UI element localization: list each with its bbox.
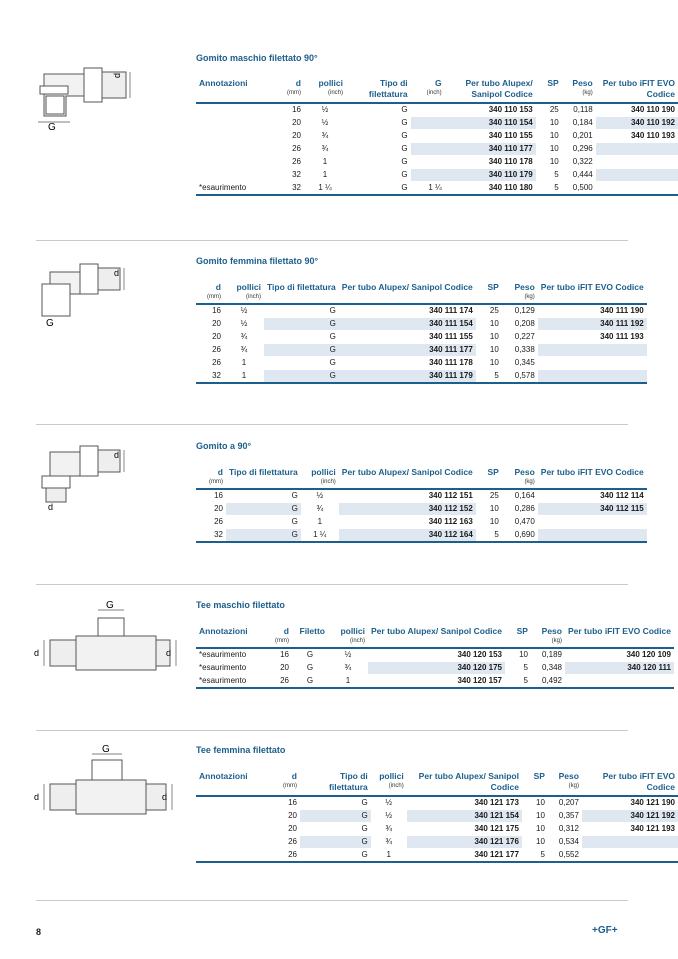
drawing-label-d: d — [112, 72, 122, 78]
table-cell: 1 ¼ — [304, 182, 346, 196]
table-row — [196, 836, 678, 849]
table-row — [196, 796, 678, 810]
table-cell — [196, 823, 268, 836]
table-row — [196, 529, 647, 543]
elbow-female-drawing — [30, 256, 140, 332]
table-cell — [582, 836, 678, 849]
table-cell: 5 — [476, 370, 502, 384]
table-cell: 10 — [536, 117, 562, 130]
column-header: Peso (kg) — [541, 626, 562, 644]
drawing-label-d: d — [114, 268, 120, 278]
table-row — [196, 675, 674, 689]
table-cell: G — [300, 796, 371, 810]
divider — [36, 730, 628, 731]
table-cell: 340 121 190 — [582, 796, 678, 810]
table-cell: G — [226, 489, 301, 503]
table-row — [196, 143, 678, 156]
table-cell: G — [300, 836, 371, 849]
table-cell: 10 — [536, 143, 562, 156]
table-cell: 340 111 192 — [538, 318, 647, 331]
table-cell: G — [300, 823, 371, 836]
table-cell: 340 112 114 — [538, 489, 647, 503]
column-header: Filetto — [299, 626, 325, 636]
table-cell: 340 111 155 — [339, 331, 476, 344]
column-header: Tipo di filettatura — [368, 78, 408, 99]
column-header: Peso (kg) — [514, 282, 535, 300]
table-row — [196, 662, 674, 675]
product-table — [196, 467, 647, 543]
table-row — [196, 489, 647, 503]
column-header: Tipo di filettatura — [329, 771, 368, 792]
table-cell: 26 — [274, 143, 304, 156]
drawing-label-g: G — [102, 744, 110, 755]
table-cell: ¾ — [301, 503, 339, 516]
table-cell: 20 — [196, 503, 226, 516]
table-cell: 0,534 — [548, 836, 582, 849]
table-cell: ½ — [371, 810, 407, 823]
table-cell: 25 — [476, 489, 502, 503]
table-cell: 1 — [224, 357, 264, 370]
column-header: Per tubo Alupex/ Sanipol Codice — [341, 467, 473, 477]
table-row — [196, 103, 678, 117]
table-cell: G — [292, 648, 328, 662]
column-header: Per tubo Alupex/ Sanipol Codice — [418, 771, 519, 792]
table-cell: 340 121 175 — [407, 823, 522, 836]
table-cell: 1 — [224, 370, 264, 384]
table-cell: ¾ — [304, 130, 346, 143]
table-cell: 25 — [476, 304, 502, 318]
table-cell: 0,348 — [531, 662, 565, 675]
table-cell: 340 111 179 — [339, 370, 476, 384]
column-header: Per tubo iFIT EVO Codice — [602, 771, 675, 792]
table-cell: G — [346, 156, 411, 169]
table-cell: 340 121 173 — [407, 796, 522, 810]
table-cell: *esaurimento — [196, 648, 268, 662]
table-cell: 32 — [196, 529, 226, 543]
drawing-label-g: G — [106, 600, 114, 611]
column-header: Peso (kg) — [572, 78, 593, 96]
drawing-label-d: d — [34, 792, 40, 802]
table-cell — [411, 103, 445, 117]
table-cell: 340 120 175 — [368, 662, 505, 675]
table-cell: 32 — [196, 370, 224, 384]
table-cell: *esaurimento — [196, 182, 274, 196]
table-cell: ½ — [224, 304, 264, 318]
table-cell: 340 110 190 — [596, 103, 678, 117]
table-cell: 340 112 115 — [538, 503, 647, 516]
table-cell: 20 — [274, 117, 304, 130]
table-cell: 340 120 153 — [368, 648, 505, 662]
table-cell: 0,338 — [502, 344, 538, 357]
table-cell: G — [346, 182, 411, 196]
page-number: 8 — [36, 927, 42, 937]
table-cell: 0,345 — [502, 357, 538, 370]
table-cell: 1 ¼ — [411, 182, 445, 196]
tee-male-drawing — [30, 600, 180, 680]
table-cell: 32 — [274, 169, 304, 182]
column-header: Tipo di filettatura — [229, 467, 298, 477]
table-cell: 32 — [274, 182, 304, 196]
table-cell: ½ — [301, 489, 339, 503]
column-header: pollici (inch) — [318, 78, 343, 96]
table-cell: 5 — [505, 662, 531, 675]
product-table — [196, 771, 678, 863]
table-cell — [596, 143, 678, 156]
table-cell: 340 121 192 — [582, 810, 678, 823]
table-cell: 340 112 163 — [339, 516, 476, 529]
table-row — [196, 370, 647, 384]
table-cell — [196, 156, 274, 169]
table-cell: G — [346, 103, 411, 117]
column-header: Per tubo iFIT EVO Codice — [567, 626, 671, 636]
section-title: Tee femmina filettato — [196, 745, 286, 755]
table-cell: 0,201 — [562, 130, 596, 143]
column-header: Annotazioni — [199, 771, 248, 781]
table-cell: 340 110 192 — [596, 117, 678, 130]
table-cell: ½ — [328, 648, 368, 662]
table-row — [196, 503, 647, 516]
table-cell: 0,118 — [562, 103, 596, 117]
column-header: Annotazioni — [199, 78, 248, 88]
divider — [36, 900, 628, 901]
table-cell: ¾ — [224, 331, 264, 344]
table-cell: 20 — [268, 810, 300, 823]
table-cell: 16 — [196, 304, 224, 318]
table-cell: G — [292, 662, 328, 675]
table-cell: 1 — [304, 156, 346, 169]
table-cell — [196, 849, 268, 863]
table-cell: 10 — [476, 503, 502, 516]
table-cell — [596, 156, 678, 169]
table-cell — [538, 344, 647, 357]
table-cell: ½ — [304, 117, 346, 130]
table-cell: ¾ — [371, 823, 407, 836]
table-cell: 10 — [522, 810, 548, 823]
drawing-label-g: G — [46, 318, 54, 329]
table-cell: G — [264, 331, 339, 344]
table-cell — [411, 117, 445, 130]
table-cell: ½ — [224, 318, 264, 331]
table-row — [196, 304, 647, 318]
table-cell: 20 — [196, 331, 224, 344]
table-row — [196, 130, 678, 143]
table-cell: 1 ¼ — [301, 529, 339, 543]
table-cell: 10 — [522, 796, 548, 810]
table-cell: 16 — [268, 648, 292, 662]
table-cell: 340 111 178 — [339, 357, 476, 370]
table-cell: 0,286 — [502, 503, 538, 516]
column-header: SP — [516, 626, 528, 636]
column-header: d (mm) — [209, 467, 223, 485]
table-cell — [411, 169, 445, 182]
table-cell: 16 — [268, 796, 300, 810]
table-cell: ½ — [371, 796, 407, 810]
table-row — [196, 516, 647, 529]
table-row — [196, 331, 647, 344]
product-table — [196, 282, 647, 384]
table-cell: 1 — [328, 675, 368, 689]
table-cell: 340 120 157 — [368, 675, 505, 689]
table-cell: G — [264, 357, 339, 370]
table-cell: 10 — [536, 156, 562, 169]
table-cell: 10 — [476, 331, 502, 344]
table-cell: 5 — [476, 529, 502, 543]
table-cell: 340 110 178 — [445, 156, 536, 169]
table-cell: 20 — [274, 130, 304, 143]
table-cell: 16 — [196, 489, 226, 503]
column-header: pollici (inch) — [311, 467, 336, 485]
table-cell: 26 — [268, 849, 300, 863]
table-cell: G — [264, 318, 339, 331]
table-cell — [411, 130, 445, 143]
table-cell: G — [346, 143, 411, 156]
table-row — [196, 810, 678, 823]
table-cell: 5 — [505, 675, 531, 689]
table-cell: 20 — [268, 823, 300, 836]
drawing-label-g: G — [48, 122, 56, 132]
column-header: pollici (inch) — [379, 771, 404, 789]
table-cell: 340 110 155 — [445, 130, 536, 143]
table-cell: 340 110 154 — [445, 117, 536, 130]
table-cell: ¾ — [328, 662, 368, 675]
table-row — [196, 648, 674, 662]
column-header: Per tubo Alupex/ Sanipol Codice — [465, 78, 533, 99]
table-cell: 340 121 176 — [407, 836, 522, 849]
table-cell: 0,357 — [548, 810, 582, 823]
table-cell — [538, 516, 647, 529]
table-cell: 26 — [196, 516, 226, 529]
column-header: d (mm) — [287, 78, 301, 96]
column-header: Per tubo iFIT EVO Codice — [540, 467, 644, 477]
table-cell: 340 110 179 — [445, 169, 536, 182]
drawing-label-d: d — [166, 648, 172, 658]
drawing-label-d: d — [114, 450, 120, 460]
table-cell: 10 — [536, 130, 562, 143]
column-header: d (mm) — [275, 626, 289, 644]
column-header: d (mm) — [207, 282, 221, 300]
table-cell: 0,578 — [502, 370, 538, 384]
table-cell — [411, 156, 445, 169]
table-cell: 340 112 151 — [339, 489, 476, 503]
table-cell — [582, 849, 678, 863]
table-cell: 0,189 — [531, 648, 565, 662]
divider — [36, 240, 628, 241]
table-cell — [538, 370, 647, 384]
table-cell: 340 111 174 — [339, 304, 476, 318]
table-cell — [596, 169, 678, 182]
table-cell: G — [292, 675, 328, 689]
column-header: Per tubo Alupex/ Sanipol Codice — [341, 282, 473, 292]
table-cell — [196, 103, 274, 117]
table-cell — [596, 182, 678, 196]
table-cell: 1 — [304, 169, 346, 182]
table-cell: G — [264, 344, 339, 357]
table-cell — [196, 836, 268, 849]
table-cell: ¾ — [304, 143, 346, 156]
section-title: Tee maschio filettato — [196, 600, 285, 610]
table-cell: 340 121 193 — [582, 823, 678, 836]
table-cell — [565, 675, 674, 689]
column-header: SP — [487, 467, 499, 477]
table-cell: 1 — [301, 516, 339, 529]
table-cell: 340 112 164 — [339, 529, 476, 543]
table-cell: 1 — [371, 849, 407, 863]
table-cell: 0,129 — [502, 304, 538, 318]
table-row — [196, 169, 678, 182]
table-cell: 340 120 109 — [565, 648, 674, 662]
table-cell: 10 — [476, 357, 502, 370]
table-cell: 340 121 154 — [407, 810, 522, 823]
table-cell: ¾ — [371, 836, 407, 849]
column-header: pollici (inch) — [340, 626, 365, 644]
table-cell: G — [346, 117, 411, 130]
table-cell: 0,322 — [562, 156, 596, 169]
product-table — [196, 78, 678, 196]
table-cell — [196, 130, 274, 143]
column-header: SP — [487, 282, 499, 292]
table-cell: G — [264, 370, 339, 384]
table-cell: 25 — [536, 103, 562, 117]
table-cell: 0,470 — [502, 516, 538, 529]
table-cell — [196, 796, 268, 810]
tee-female-drawing — [30, 744, 180, 824]
column-header: Per tubo Alupex/ Sanipol Codice — [371, 626, 502, 636]
table-cell — [538, 357, 647, 370]
divider — [36, 584, 628, 585]
table-row — [196, 318, 647, 331]
table-cell: 20 — [268, 662, 292, 675]
table-cell: 340 120 111 — [565, 662, 674, 675]
table-cell: 10 — [476, 344, 502, 357]
elbow-90-drawing — [30, 440, 140, 516]
table-cell — [196, 143, 274, 156]
column-header: Per tubo iFIT EVO Codice — [602, 78, 675, 99]
table-cell: 10 — [522, 823, 548, 836]
section-title: Gomito femmina filettato 90° — [196, 256, 319, 266]
column-header: d (mm) — [283, 771, 297, 789]
table-cell: 20 — [196, 318, 224, 331]
divider — [36, 424, 628, 425]
table-cell: 340 112 152 — [339, 503, 476, 516]
drawing-label-d: d — [162, 792, 168, 802]
table-cell: 0,690 — [502, 529, 538, 543]
table-cell: 10 — [505, 648, 531, 662]
table-cell — [196, 169, 274, 182]
table-cell: 0,312 — [548, 823, 582, 836]
table-cell: 340 110 177 — [445, 143, 536, 156]
column-header: Peso (kg) — [514, 467, 535, 485]
table-cell: ¾ — [224, 344, 264, 357]
table-cell — [411, 143, 445, 156]
table-cell: 5 — [522, 849, 548, 863]
table-cell: 340 110 180 — [445, 182, 536, 196]
table-row — [196, 344, 647, 357]
table-cell: G — [346, 169, 411, 182]
table-cell: 340 110 193 — [596, 130, 678, 143]
table-cell: G — [226, 529, 301, 543]
table-cell: G — [300, 810, 371, 823]
column-header: SP — [547, 78, 559, 88]
table-cell: 0,492 — [531, 675, 565, 689]
table-cell: 5 — [536, 169, 562, 182]
table-cell: G — [300, 849, 371, 863]
table-row — [196, 823, 678, 836]
elbow-male-drawing — [30, 56, 140, 132]
table-cell: 0,184 — [562, 117, 596, 130]
table-cell — [196, 117, 274, 130]
column-header: Annotazioni — [199, 626, 248, 636]
column-header: SP — [533, 771, 545, 781]
table-row — [196, 117, 678, 130]
table-cell: *esaurimento — [196, 675, 268, 689]
table-cell: 340 111 177 — [339, 344, 476, 357]
table-cell: 0,227 — [502, 331, 538, 344]
table-cell: 340 121 177 — [407, 849, 522, 863]
table-row — [196, 357, 647, 370]
table-cell: 340 111 154 — [339, 318, 476, 331]
column-header: Per tubo iFIT EVO Codice — [540, 282, 644, 292]
table-row — [196, 849, 678, 863]
table-cell: 0,444 — [562, 169, 596, 182]
column-header: pollici (inch) — [236, 282, 261, 300]
table-cell: 10 — [522, 836, 548, 849]
table-cell: 0,164 — [502, 489, 538, 503]
table-cell: 340 111 190 — [538, 304, 647, 318]
table-cell: G — [346, 130, 411, 143]
table-cell: G — [226, 503, 301, 516]
table-cell: 0,208 — [502, 318, 538, 331]
drawing-label-d: d — [34, 648, 40, 658]
table-cell — [196, 810, 268, 823]
drawing-label-d: d — [48, 502, 54, 512]
section-title: Gomito maschio filettato 90° — [196, 53, 318, 63]
table-cell: 26 — [196, 357, 224, 370]
table-cell — [538, 529, 647, 543]
table-cell: 16 — [274, 103, 304, 117]
column-header: Peso (kg) — [558, 771, 579, 789]
table-cell: 26 — [274, 156, 304, 169]
table-cell: 340 110 153 — [445, 103, 536, 117]
table-cell: 5 — [536, 182, 562, 196]
table-cell: ½ — [304, 103, 346, 117]
column-header: G (inch) — [426, 78, 442, 96]
table-cell: 0,500 — [562, 182, 596, 196]
table-cell: 26 — [196, 344, 224, 357]
table-cell: 10 — [476, 318, 502, 331]
table-cell: 0,552 — [548, 849, 582, 863]
table-cell: *esaurimento — [196, 662, 268, 675]
table-cell: G — [226, 516, 301, 529]
column-header: Tipo di filettatura — [267, 282, 336, 292]
table-cell: 10 — [476, 516, 502, 529]
brand-logo: +GF+ — [592, 925, 618, 936]
table-cell: 340 111 193 — [538, 331, 647, 344]
table-cell: G — [264, 304, 339, 318]
table-row — [196, 182, 678, 196]
product-table — [196, 626, 674, 689]
table-cell: 26 — [268, 675, 292, 689]
table-row — [196, 156, 678, 169]
table-cell: 0,207 — [548, 796, 582, 810]
table-cell: 0,296 — [562, 143, 596, 156]
table-cell: 26 — [268, 836, 300, 849]
section-title: Gomito a 90° — [196, 441, 252, 451]
